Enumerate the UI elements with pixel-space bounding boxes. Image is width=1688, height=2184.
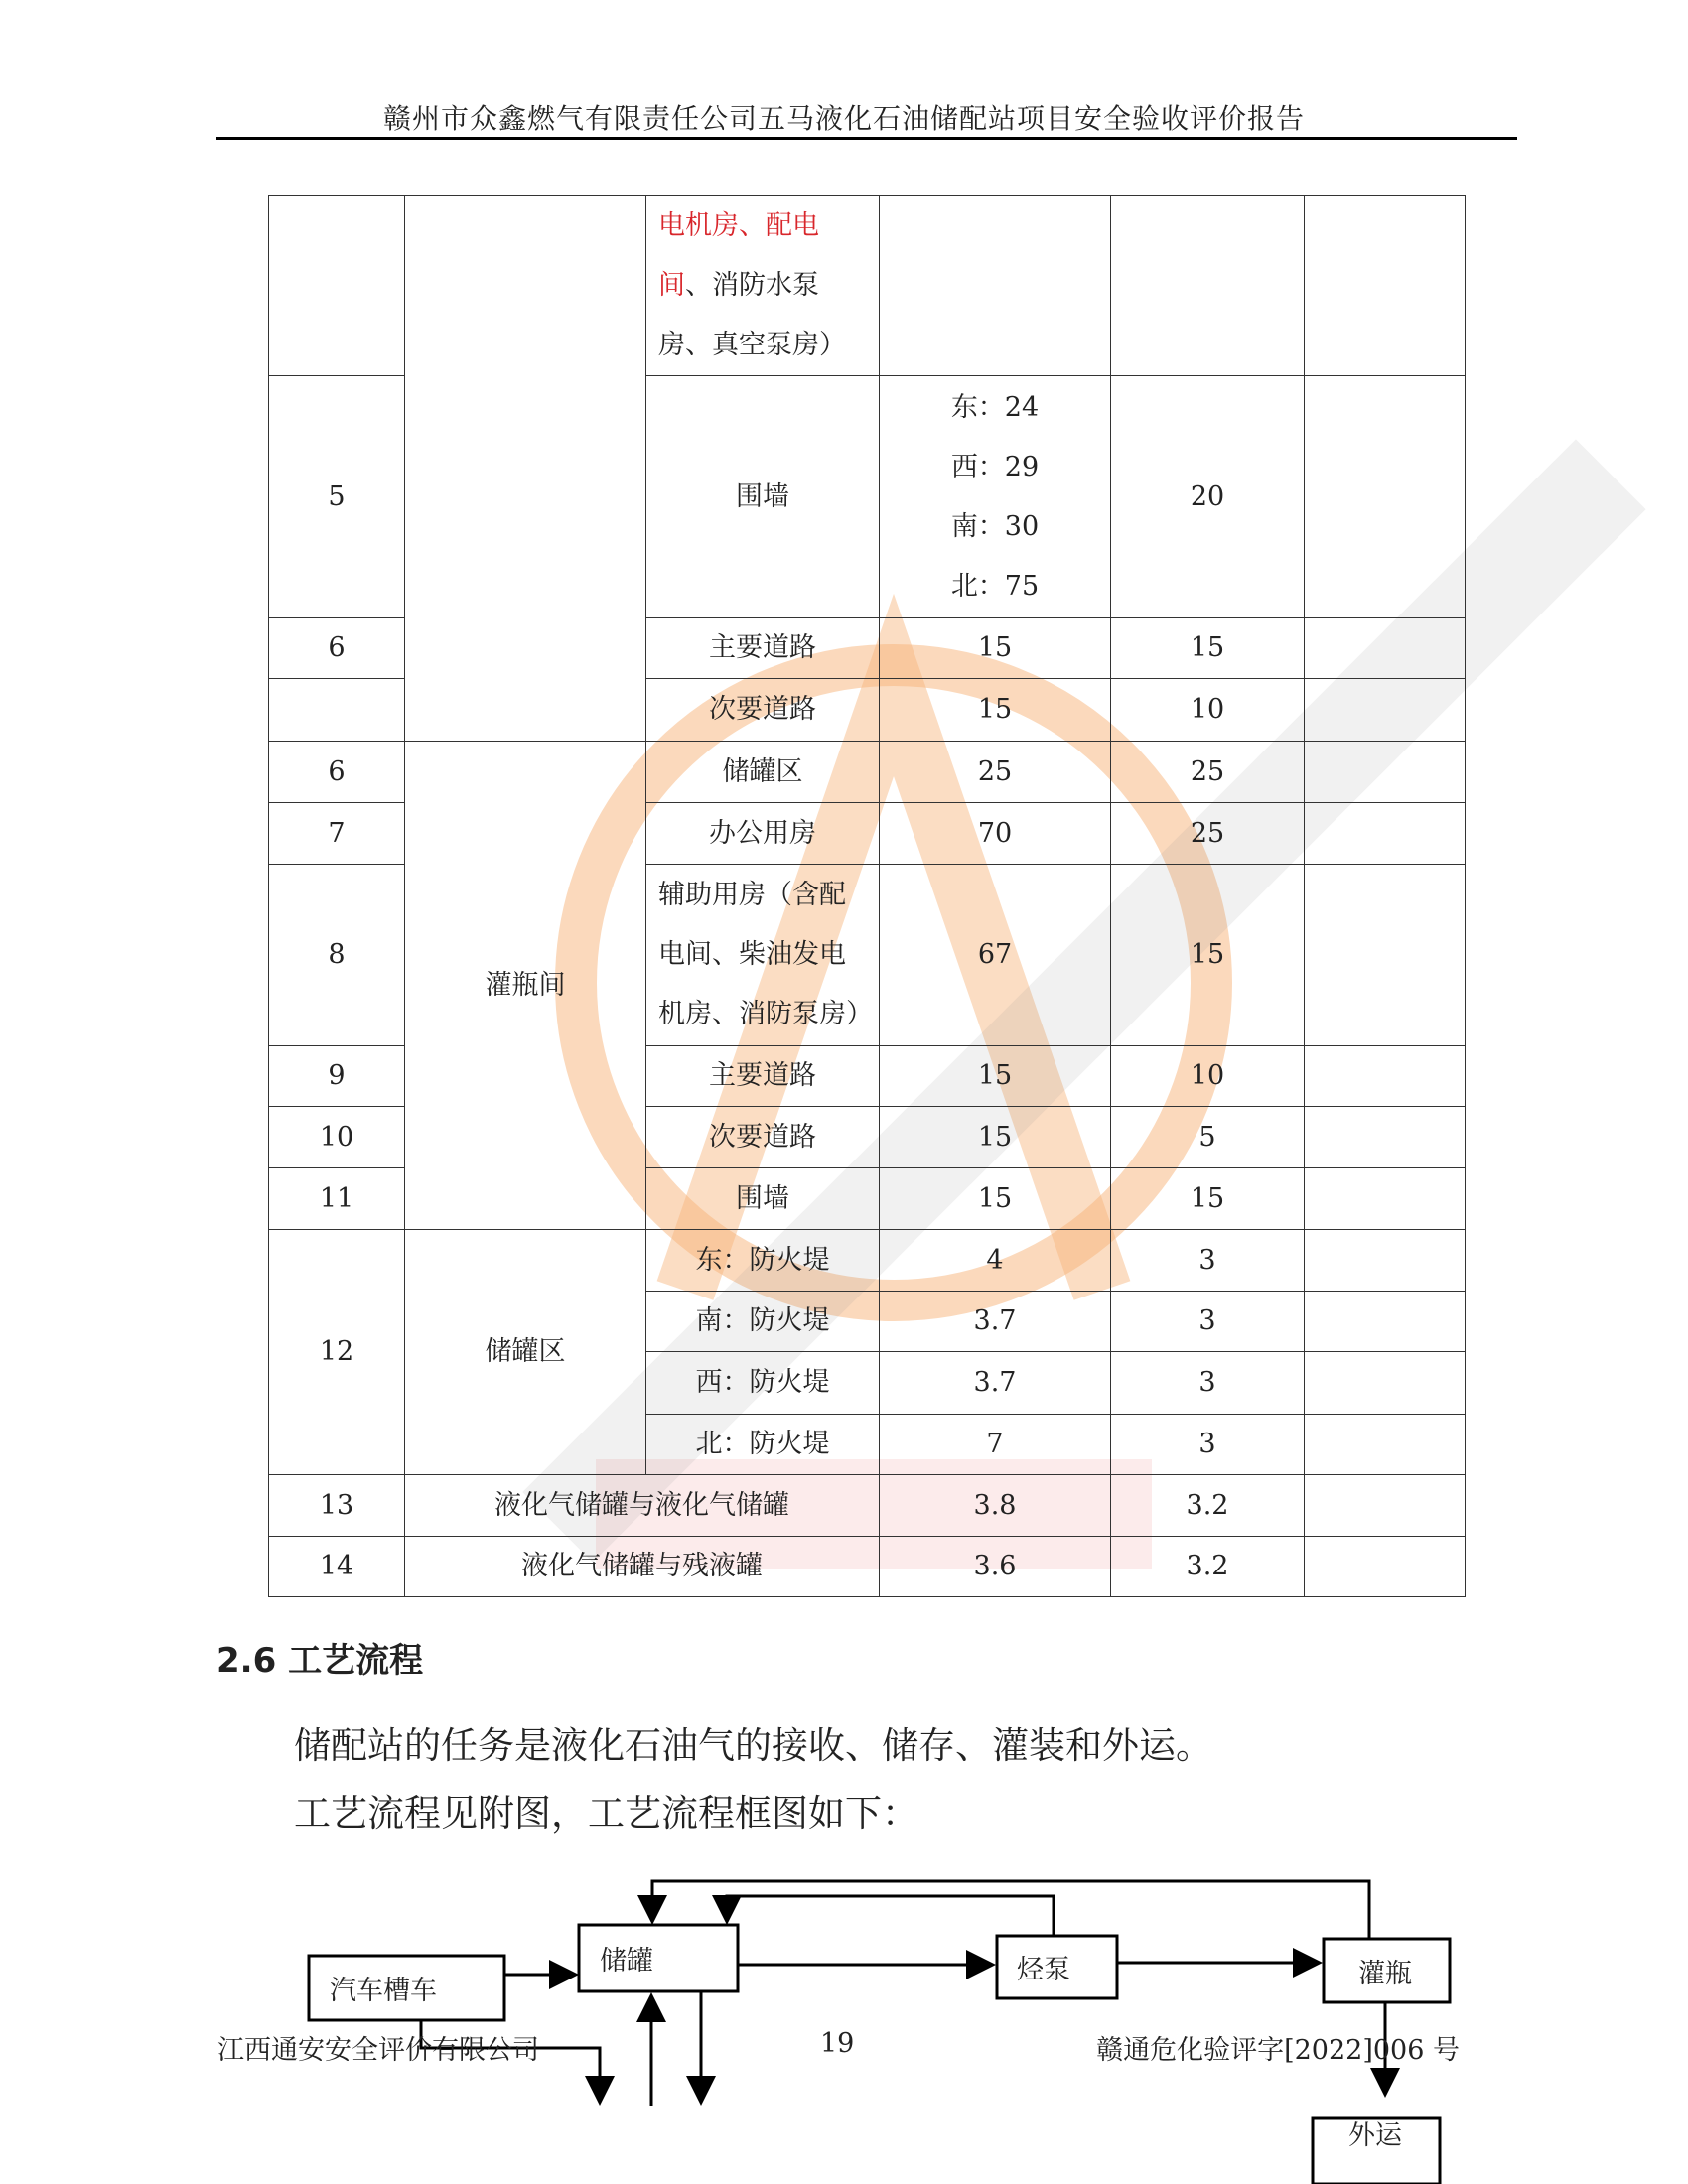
table-cell-item: 北：防火堤 — [646, 1415, 880, 1475]
table-cell-no: 8 — [269, 865, 405, 1046]
table-cell-no: 14 — [269, 1537, 405, 1597]
table-cell-actual: 3.7 — [880, 1352, 1111, 1415]
table-row — [269, 742, 1466, 803]
page-header-title: 赣州市众鑫燃气有限责任公司五马液化石油储配站项目安全验收评价报告 — [382, 102, 1305, 135]
table-cell-std: 3 — [1111, 1230, 1305, 1292]
paragraph: 储配站的任务是液化石油气的接收、储存、灌装和外运。 — [294, 1724, 1212, 1767]
shipping-label: 外运 — [1348, 2120, 1402, 2151]
distance-table — [268, 195, 1466, 1597]
table-cell-std: 3 — [1111, 1352, 1305, 1415]
table-cell-actual: 25 — [880, 742, 1111, 803]
table-cell-no: 7 — [269, 803, 405, 865]
filling-label: 灌瓶 — [1358, 1959, 1412, 1989]
table-cell-no: 6 — [269, 742, 405, 803]
table-cell-std: 3 — [1111, 1292, 1305, 1352]
footer-doc-number: 赣通危化验评字[2022]006 号 — [1096, 2035, 1460, 2066]
header-divider — [216, 137, 1517, 140]
table-cell-actual: 15 — [880, 1168, 1111, 1230]
paragraph: 工艺流程见附图，工艺流程框图如下： — [294, 1792, 918, 1835]
table-cell-no: 13 — [269, 1475, 405, 1537]
truck-box — [309, 1956, 504, 2020]
footer-page-number: 19 — [820, 2028, 855, 2059]
table-cell-item: 主要道路 — [646, 618, 880, 679]
table-cell-no — [269, 679, 405, 742]
actual-north: 北：75 — [950, 570, 1040, 602]
table-cell-no: 11 — [269, 1168, 405, 1230]
item-text-red: 电机房、配电间 — [658, 209, 819, 301]
table-cell-std: 3 — [1111, 1415, 1305, 1475]
footer-company: 江西通安安全评价有限公司 — [217, 2035, 539, 2066]
table-cell-std: 25 — [1111, 803, 1305, 865]
table-cell-std: 15 — [1111, 618, 1305, 679]
actual-west: 西：29 — [950, 451, 1040, 482]
table-cell-item: 西：防火堤 — [646, 1352, 880, 1415]
table-cell-item: 南：防火堤 — [646, 1292, 880, 1352]
table-cell-actual: 3.8 — [880, 1475, 1111, 1537]
table-cell-std: 15 — [1111, 1168, 1305, 1230]
table-row — [269, 196, 1466, 376]
table-cell-group: 储罐区 — [405, 1230, 646, 1475]
item-text: 、消防水泵房、真空泵房） — [658, 269, 846, 360]
truck-label: 汽车槽车 — [330, 1976, 437, 2006]
table-cell-no: 10 — [269, 1107, 405, 1168]
table-cell-item: 主要道路 — [646, 1046, 880, 1107]
table-cell-std: 25 — [1111, 742, 1305, 803]
table-cell-actual: 7 — [880, 1415, 1111, 1475]
actual-east: 东：24 — [950, 391, 1040, 423]
tank-label: 储罐 — [600, 1946, 653, 1977]
table-cell-std: 10 — [1111, 1046, 1305, 1107]
table-cell-item: 储罐区 — [646, 742, 880, 803]
table-cell-item: 东：防火堤 — [646, 1230, 880, 1292]
table-cell-item: 围墙 — [646, 1168, 880, 1230]
section-heading: 2.6 工艺流程 — [216, 1641, 424, 1681]
table-cell-item: 次要道路 — [646, 679, 880, 742]
table-cell-actual: 70 — [880, 803, 1111, 865]
table-cell-item: 次要道路 — [646, 1107, 880, 1168]
table-cell-item: 液化气储罐与残液罐 — [405, 1537, 880, 1597]
table-cell-std: 3.2 — [1111, 1475, 1305, 1537]
filling-box — [1324, 1939, 1450, 2002]
table-cell-item: 办公用房 — [646, 803, 880, 865]
tank-box — [579, 1925, 738, 1991]
table-cell-actual: 4 — [880, 1230, 1111, 1292]
table-cell-actual: 15 — [880, 1046, 1111, 1107]
table-cell-actual: 3.6 — [880, 1537, 1111, 1597]
table-cell-item: 围墙 — [646, 376, 880, 618]
pump-label: 烃泵 — [1017, 1955, 1070, 1985]
table-cell-actual: 15 — [880, 1107, 1111, 1168]
table-row — [269, 1230, 1466, 1292]
table-cell-actual: 3.7 — [880, 1292, 1111, 1352]
table-cell-item: 辅助用房（含配电间、柴油发电机房、消防泵房） — [646, 865, 880, 1046]
table-row — [269, 1537, 1466, 1597]
actual-south: 南：30 — [950, 510, 1040, 542]
table-cell-std: 10 — [1111, 679, 1305, 742]
table-cell-std: 20 — [1111, 376, 1305, 618]
pump-box — [997, 1936, 1117, 1998]
table-cell-no: 12 — [269, 1230, 405, 1475]
table-cell-actual: 15 — [880, 618, 1111, 679]
table-cell-no: 9 — [269, 1046, 405, 1107]
shipping-box — [1313, 2118, 1440, 2184]
table-cell-item: 液化气储罐与液化气储罐 — [405, 1475, 880, 1537]
table-cell-no: 6 — [269, 618, 405, 679]
table-cell-actual — [880, 376, 1111, 618]
table-cell-group: 灌瓶间 — [405, 742, 646, 1230]
table-cell-actual: 15 — [880, 679, 1111, 742]
table-cell-actual: 67 — [880, 865, 1111, 1046]
table-cell-std: 3.2 — [1111, 1537, 1305, 1597]
table-cell-std: 5 — [1111, 1107, 1305, 1168]
table-cell-std: 15 — [1111, 865, 1305, 1046]
table-cell-item — [646, 196, 880, 376]
table-cell-no: 5 — [269, 376, 405, 618]
table-row — [269, 1475, 1466, 1537]
